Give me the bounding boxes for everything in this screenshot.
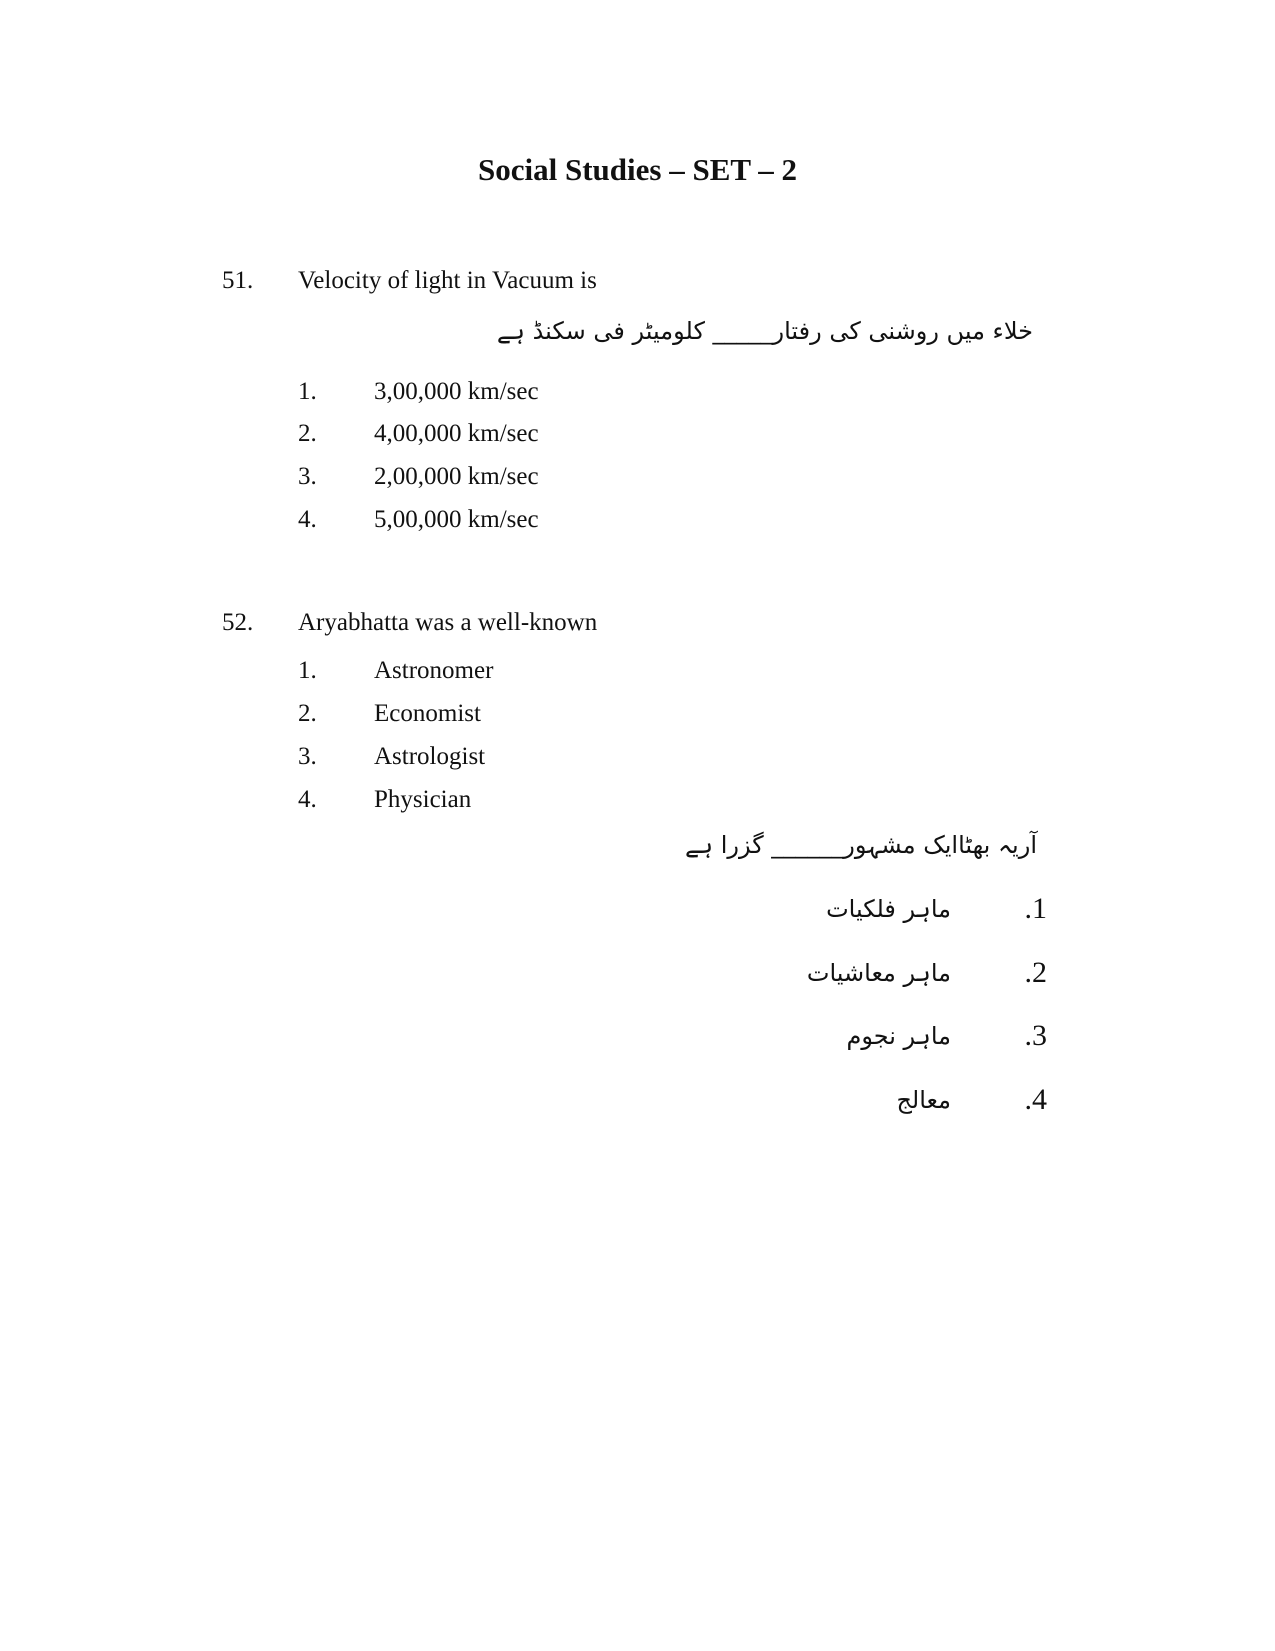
option-number: 3. — [298, 463, 317, 490]
option-number: .3 — [1024, 1019, 1047, 1052]
option-text: 3,00,000 km/sec — [374, 378, 539, 405]
question-text: Velocity of light in Vacuum is — [298, 267, 597, 294]
option-number: .2 — [1024, 956, 1047, 989]
option-number: 3. — [298, 743, 317, 770]
urdu-option-item — [806, 953, 1047, 993]
option-text: 2,00,000 km/sec — [374, 463, 539, 490]
option-text: معالج — [896, 1086, 951, 1114]
option-number: .4 — [1024, 1083, 1047, 1116]
option-item — [298, 698, 481, 730]
urdu-option-item — [847, 1080, 1047, 1120]
option-item — [298, 655, 493, 687]
option-number: 4. — [298, 786, 317, 813]
option-item — [298, 461, 539, 493]
option-number: 2. — [298, 700, 317, 727]
question-urdu-text: آریہ بھٹاایک مشہور______ گزرا ہے — [684, 831, 1037, 859]
option-number: 1. — [298, 378, 317, 405]
option-text: Economist — [374, 700, 481, 727]
option-number: 1. — [298, 657, 317, 684]
option-text: Astrologist — [374, 743, 486, 770]
option-text: ماہر معاشیات — [806, 959, 951, 987]
option-text: 5,00,000 km/sec — [374, 506, 539, 533]
urdu-option-item — [826, 889, 1047, 929]
page-title: Social Studies – SET – 2 — [478, 152, 797, 187]
option-number: .1 — [1024, 892, 1047, 925]
question-number: 52. — [222, 609, 254, 636]
question-urdu-text: خلاء میں روشنی کی رفتار_____ کلومیٹر فی سکنڈ ہے — [496, 317, 1033, 345]
question-text: Aryabhatta was a well-known — [298, 609, 598, 636]
option-item — [298, 741, 485, 773]
option-item — [298, 784, 471, 816]
urdu-option-item — [847, 1016, 1047, 1056]
option-text: Astronomer — [374, 657, 494, 684]
option-text: 4,00,000 km/sec — [374, 420, 539, 447]
option-number: 4. — [298, 506, 317, 533]
question-number: 51. — [222, 267, 254, 294]
option-text: ماہر فلکیات — [826, 895, 951, 923]
option-number: 2. — [298, 420, 317, 447]
option-item — [298, 418, 539, 450]
option-text: ماہر نجوم — [846, 1022, 951, 1050]
option-text: Physician — [374, 786, 472, 813]
option-item — [298, 504, 539, 536]
option-item — [298, 376, 539, 408]
